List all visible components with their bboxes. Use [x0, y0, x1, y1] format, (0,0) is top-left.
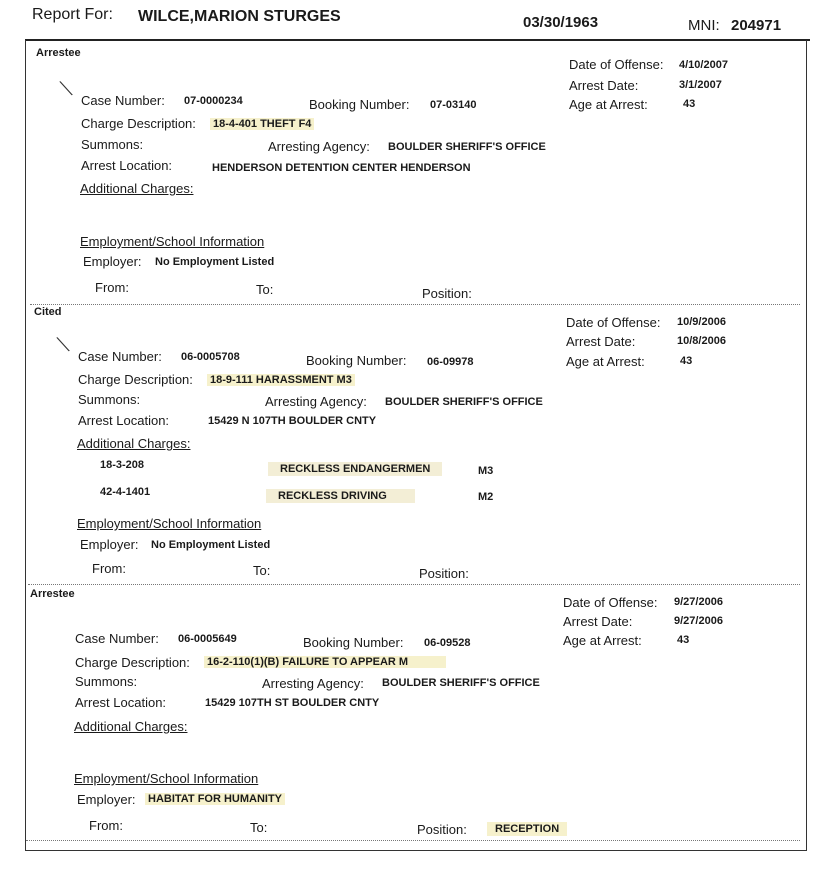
booking-number-label: Booking Number:: [303, 635, 404, 650]
arrest-date-label: Arrest Date:: [566, 334, 636, 349]
check-mark-icon: ╲: [59, 79, 73, 97]
arrest-location-value: 15429 107TH ST BOULDER CNTY: [205, 697, 380, 709]
employer-label: Employer:: [80, 537, 139, 552]
additional-charges-label: Additional Charges:: [80, 181, 194, 196]
arrest-date-value: 10/8/2006: [677, 335, 726, 347]
case-number-value: 06-0005708: [181, 351, 240, 363]
record-type: Arrestee: [36, 47, 81, 59]
booking-number-value: 06-09528: [424, 637, 471, 649]
arrest-date-label: Arrest Date:: [563, 614, 633, 629]
date-of-offense-label: Date of Offense:: [566, 315, 661, 330]
arresting-agency-value: BOULDER SHERIFF'S OFFICE: [388, 141, 546, 153]
arrest-location-value: 15429 N 107TH BOULDER CNTY: [208, 415, 377, 427]
additional-charge-class: M3: [478, 465, 494, 477]
position-label: Position:: [419, 566, 469, 581]
record-divider: [30, 304, 800, 305]
charge-description-value: 18-4-401 THEFT F4: [210, 118, 314, 130]
arrest-date-value: 9/27/2006: [674, 615, 723, 627]
employer-value: No Employment Listed: [151, 539, 271, 551]
to-label: To:: [250, 820, 268, 835]
mni-label: MNI:: [688, 17, 720, 34]
booking-number-label: Booking Number:: [309, 97, 410, 112]
arrest-date-value: 3/1/2007: [679, 79, 722, 91]
summons-label: Summons:: [78, 392, 141, 407]
record-divider: [28, 584, 800, 585]
to-label: To:: [256, 282, 274, 297]
case-number-label: Case Number:: [75, 631, 159, 646]
mni-value: 204971: [731, 17, 782, 34]
arresting-agency-label: Arresting Agency:: [268, 139, 370, 154]
employer-label: Employer:: [77, 792, 136, 807]
additional-charges-label: Additional Charges:: [74, 719, 188, 734]
additional-charge-code: 42-4-1401: [100, 486, 151, 498]
employer-value: No Employment Listed: [155, 256, 275, 268]
additional-charge-class: M2: [478, 491, 494, 503]
summons-label: Summons:: [75, 674, 138, 689]
arresting-agency-value: BOULDER SHERIFF'S OFFICE: [382, 677, 540, 689]
case-number-label: Case Number:: [78, 349, 162, 364]
subject-name: WILCE,MARION STURGES: [138, 8, 341, 25]
employment-label: Employment/School Information: [77, 516, 262, 531]
case-number-value: 06-0005649: [178, 633, 237, 645]
record-type: Arrestee: [30, 588, 75, 600]
age-at-arrest-label: Age at Arrest:: [569, 97, 648, 112]
arresting-agency-value: BOULDER SHERIFF'S OFFICE: [385, 396, 543, 408]
subject-dob: 03/30/1963: [523, 14, 599, 31]
check-mark-icon: ╲: [56, 335, 70, 353]
date-of-offense-value: 10/9/2006: [677, 316, 726, 328]
arresting-agency-label: Arresting Agency:: [262, 676, 364, 691]
age-at-arrest-label: Age at Arrest:: [566, 354, 645, 369]
additional-charge-code: 18-3-208: [100, 459, 145, 471]
booking-number-value: 07-03140: [430, 99, 477, 111]
charge-description-label: Charge Description:: [81, 116, 196, 131]
date-of-offense-value: 4/10/2007: [679, 59, 728, 71]
date-of-offense-value: 9/27/2006: [674, 596, 723, 608]
summons-label: Summons:: [81, 137, 144, 152]
from-label: From:: [95, 280, 129, 295]
position-label: Position:: [417, 822, 467, 837]
date-of-offense-label: Date of Offense:: [563, 595, 658, 610]
employer-label: Employer:: [83, 254, 142, 269]
additional-charge-desc: RECKLESS DRIVING: [266, 489, 415, 503]
booking-number-label: Booking Number:: [306, 353, 407, 368]
employment-label: Employment/School Information: [74, 771, 259, 786]
record-type: Cited: [34, 306, 62, 318]
employer-value: HABITAT FOR HUMANITY: [145, 793, 285, 805]
record-divider: [26, 840, 800, 841]
employment-label: Employment/School Information: [80, 234, 265, 249]
age-at-arrest-value: 43: [677, 634, 690, 646]
additional-charge-desc: RECKLESS ENDANGERMEN: [268, 462, 442, 476]
position-value: RECEPTION: [487, 822, 567, 836]
charge-description-value: 16-2-110(1)(B) FAILURE TO APPEAR M: [204, 656, 446, 668]
charge-description-label: Charge Description:: [75, 655, 190, 670]
booking-number-value: 06-09978: [427, 356, 474, 368]
age-at-arrest-value: 43: [683, 98, 696, 110]
arrest-location-label: Arrest Location:: [81, 158, 173, 173]
position-label: Position:: [422, 286, 472, 301]
arrest-location-label: Arrest Location:: [75, 695, 167, 710]
date-of-offense-label: Date of Offense:: [569, 57, 664, 72]
charge-description-value: 18-9-111 HARASSMENT M3: [207, 374, 355, 386]
age-at-arrest-value: 43: [680, 355, 693, 367]
arresting-agency-label: Arresting Agency:: [265, 394, 367, 409]
arrest-location-label: Arrest Location:: [78, 413, 170, 428]
additional-charges-label: Additional Charges:: [77, 436, 191, 451]
from-label: From:: [89, 818, 123, 833]
report-for-label: Report For:: [32, 6, 113, 23]
case-number-label: Case Number:: [81, 93, 165, 108]
to-label: To:: [253, 563, 271, 578]
charge-description-label: Charge Description:: [78, 372, 193, 387]
arrest-date-label: Arrest Date:: [569, 78, 639, 93]
case-number-value: 07-0000234: [184, 95, 243, 107]
arrest-location-value: HENDERSON DETENTION CENTER HENDERSON: [212, 162, 471, 174]
from-label: From:: [92, 561, 126, 576]
age-at-arrest-label: Age at Arrest:: [563, 633, 642, 648]
